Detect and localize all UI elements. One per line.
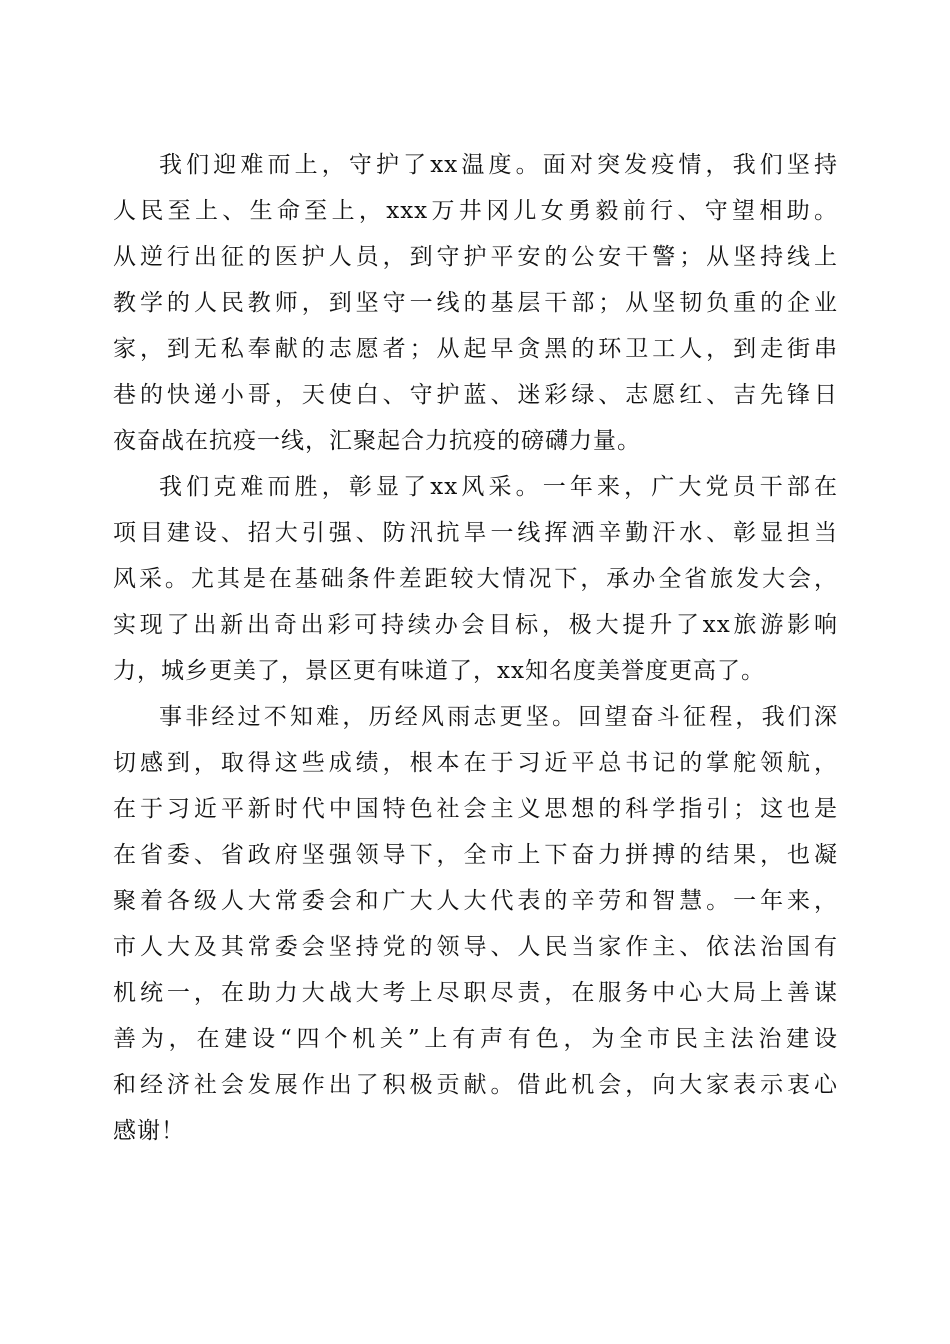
paragraph-3 <box>113 694 838 1154</box>
text-line: 感谢！ <box>113 1118 185 1144</box>
document-body <box>113 142 838 1154</box>
text-line: 市人大及其常委会坚持党的领导、人民当家作主、依法治国有 <box>113 934 838 960</box>
text-line: 从逆行出征的医护人员，到守护平安的公安干警；从坚持线上 <box>113 244 838 270</box>
paragraph-1 <box>113 142 838 464</box>
text-line: 人民至上、生命至上，xxx万井冈儿女勇毅前行、守望相助。 <box>113 198 838 224</box>
text-line: 在于习近平新时代中国特色社会主义思想的科学指引；这也是 <box>113 796 838 822</box>
text-line: 项目建设、招大引强、防汛抗旱一线挥洒辛勤汗水、彰显担当 <box>113 520 838 546</box>
text-line: 聚着各级人大常委会和广大人大代表的辛劳和智慧。一年来， <box>113 888 838 914</box>
text-line: 风采。尤其是在基础条件差距较大情况下，承办全省旅发大会， <box>113 566 838 592</box>
text-line: 事非经过不知难，历经风雨志更坚。回望奋斗征程，我们深 <box>159 704 838 730</box>
text-line: 在省委、省政府坚强领导下，全市上下奋力拼搏的结果，也凝 <box>113 842 838 868</box>
text-line: 夜奋战在抗疫一线，汇聚起合力抗疫的磅礴力量。 <box>113 428 641 454</box>
text-line: 善为，在建设“四个机关”上有声有色，为全市民主法治建设 <box>113 1026 838 1052</box>
text-line: 和经济社会发展作出了积极贡献。借此机会，向大家表示衷心 <box>113 1072 838 1098</box>
text-line: 我们克难而胜，彰显了xx风采。一年来，广大党员干部在 <box>159 474 838 500</box>
text-line: 切感到，取得这些成绩，根本在于习近平总书记的掌舵领航， <box>113 750 838 776</box>
text-line: 家，到无私奉献的志愿者；从起早贪黑的环卫工人，到走街串 <box>113 336 838 362</box>
text-line: 实现了出新出奇出彩可持续办会目标，极大提升了xx旅游影响 <box>113 612 838 638</box>
text-line: 力，城乡更美了，景区更有味道了，xx知名度美誉度更高了。 <box>113 658 765 684</box>
paragraph-2 <box>113 464 838 694</box>
text-line: 我们迎难而上，守护了xx温度。面对突发疫情，我们坚持 <box>159 152 838 178</box>
text-line: 机统一，在助力大战大考上尽职尽责，在服务中心大局上善谋 <box>113 980 838 1006</box>
text-line: 巷的快递小哥，天使白、守护蓝、迷彩绿、志愿红、吉先锋日 <box>113 382 838 408</box>
text-line: 教学的人民教师，到坚守一线的基层干部；从坚韧负重的企业 <box>113 290 838 316</box>
